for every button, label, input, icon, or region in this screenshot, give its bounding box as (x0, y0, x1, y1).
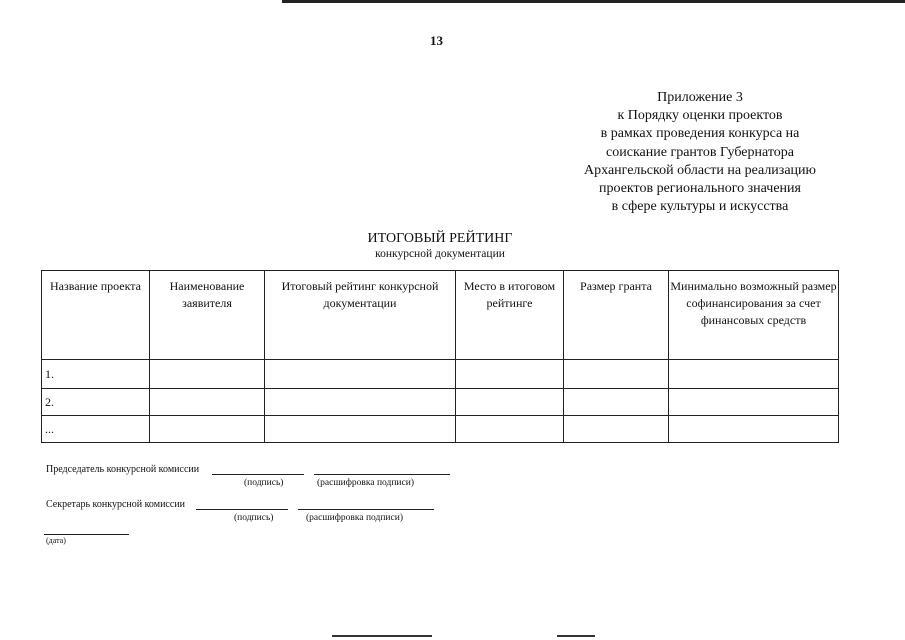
header-cofinancing: Минимально возможный размер софинансирования за счет финансовых средств (669, 271, 839, 360)
table-row (42, 389, 839, 416)
header-applicant-name: Наименование заявителя (150, 271, 265, 360)
table-cell (564, 360, 669, 389)
table-cell (456, 389, 564, 416)
rating-table (41, 270, 839, 443)
table-cell: 2. (42, 389, 150, 416)
table-cell (150, 389, 265, 416)
chairman-signature-caption: (подпись) (244, 478, 284, 488)
table-header-row (42, 271, 839, 360)
table-cell (265, 416, 456, 443)
document-subtitle: конкурсной документации (375, 248, 505, 260)
appendix-line: Архангельской области на реализацию (584, 162, 816, 178)
table-cell (456, 416, 564, 443)
table-cell (669, 360, 839, 389)
appendix-line: к Порядку оценки проектов (617, 108, 783, 124)
secretary-signature-caption: (подпись) (234, 513, 274, 523)
appendix-line: в рамках проведения конкурса на (600, 126, 800, 142)
date-caption: (дата) (46, 536, 66, 545)
table-cell (669, 416, 839, 443)
bottom-rule-right (557, 635, 595, 637)
secretary-decoding-caption: (расшифровка подписи) (306, 513, 403, 523)
table-cell (564, 416, 669, 443)
bottom-rule-left (332, 635, 432, 637)
table-cell (150, 360, 265, 389)
page-number: 13 (430, 33, 443, 48)
chairman-decoding-line (314, 474, 450, 475)
document-title: ИТОГОВЫЙ РЕЙТИНГ (367, 231, 513, 246)
appendix-line: в сфере культуры и искусства (611, 199, 789, 215)
secretary-decoding-line (298, 509, 434, 510)
appendix-line: соискание грантов Губернатора (606, 144, 794, 160)
secretary-signature-line (196, 509, 288, 510)
table-cell (564, 389, 669, 416)
header-grant-size: Размер гранта (564, 271, 669, 360)
date-line (44, 534, 129, 535)
appendix-line: проектов регионального значения (599, 181, 801, 197)
table-row (42, 416, 839, 443)
header-project-name: Название проекта (42, 271, 150, 360)
header-rating-place: Место в итоговом рейтинге (456, 271, 564, 360)
chairman-signature-line (212, 474, 304, 475)
secretary-label: Секретарь конкурсной комиссии (46, 499, 185, 510)
table-cell (150, 416, 265, 443)
table-cell (265, 389, 456, 416)
top-rule (282, 0, 905, 3)
table-row (42, 360, 839, 389)
appendix-heading (560, 89, 840, 216)
chairman-decoding-caption: (расшифровка подписи) (317, 478, 414, 488)
appendix-line: Приложение 3 (657, 90, 743, 105)
header-final-rating: Итоговый рейтинг конкурсной документации (265, 271, 456, 360)
table-cell (669, 389, 839, 416)
table-cell (265, 360, 456, 389)
table-cell (456, 360, 564, 389)
table-cell: ... (42, 416, 150, 443)
chairman-label: Председатель конкурсной комиссии (46, 464, 200, 475)
table-cell: 1. (42, 360, 150, 389)
